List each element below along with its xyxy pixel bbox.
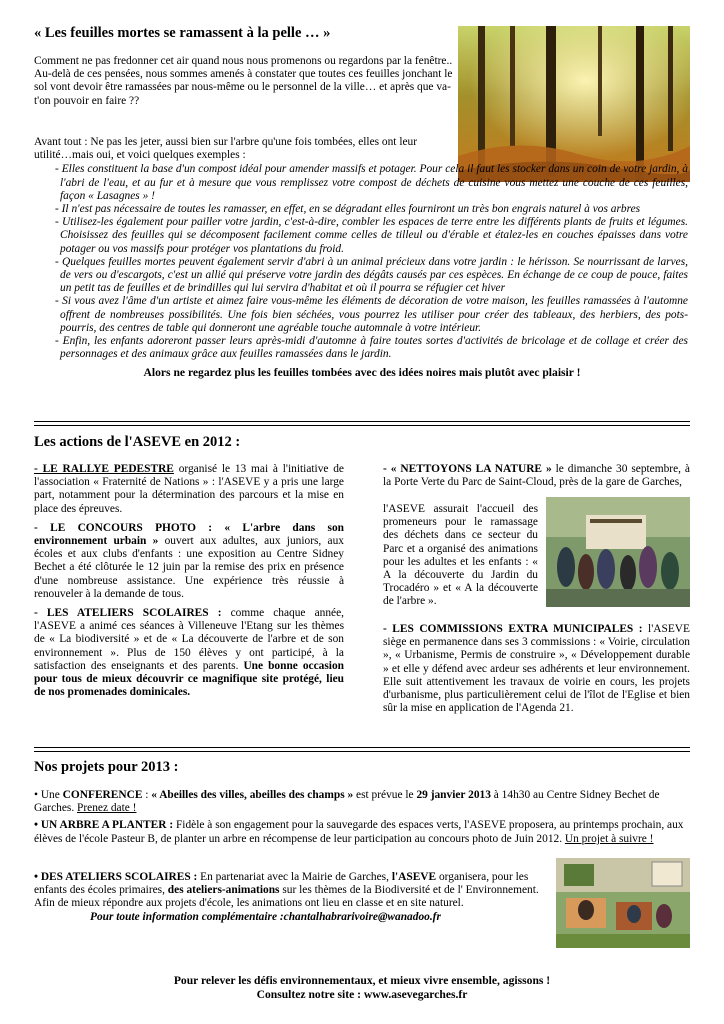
intro-paragraph-3: Avant tout : Ne pas les jeter, aussi bien sur l'arbre qu'une fois tombées, elles ont leur utilité…mais oui, et voici quelques exemples : — [34, 136, 418, 162]
divider — [34, 747, 690, 752]
conference-label: CONFERENCE — [62, 789, 143, 801]
prenez-date-link: Prenez date ! — [77, 802, 137, 815]
commissions-paragraph — [383, 623, 690, 715]
ateliers-2013-paragraph — [34, 871, 546, 897]
ateliers-title: - LES ATELIERS SCOLAIRES : — [34, 607, 222, 620]
ateliers-2013-block — [34, 871, 546, 924]
conference-date: 29 janvier 2013 — [416, 789, 491, 801]
intro-paragraph-2: Au-delà de ces pensées, nous sommes amenés à constater que toutes ces feuilles jonchant le sol vont devoir être ramassées par nous-même ou le personnel de la ville… et après que va-t'on pouvoir en faire ?? — [34, 68, 453, 107]
nettoyons-intro — [383, 463, 690, 489]
projets-title: Nos projets pour 2013 : — [34, 759, 179, 775]
commissions-block — [383, 623, 690, 715]
section-feuilles — [34, 25, 454, 42]
arbre-title: • UN ARBRE A PLANTER : — [34, 819, 174, 832]
actions-right-column — [383, 463, 690, 489]
actions-left-column — [34, 463, 344, 699]
nettoyons-text: le dimanche 30 septembre, à la Porte Verte du Parc de Saint-Cloud, près de la gare de Garches, — [383, 463, 690, 489]
concours-paragraph — [34, 522, 344, 601]
footer-line-2: Consultez notre site : www.asevegarches.fr — [256, 988, 468, 1001]
ateliers-2013-title: • DES ATELIERS SCOLAIRES : — [34, 871, 198, 883]
divider — [34, 421, 690, 426]
rallye-paragraph — [34, 463, 344, 516]
conference-text-2: à 14h30 au Centre Sidney Bechet de Garches. — [34, 789, 660, 815]
conclusion: Alors ne regardez plus les feuilles tombées avec des idées noires mais plutôt avec plaisir ! — [143, 366, 581, 380]
ateliers-text: comme chaque année, l'ASEVE a animé ces séances à Villeneuve l'Etang sur les thèmes de « La biodiversité » et de « La découverte de l'arbre et de son environnement ». Plus de 150 élèves y ont participé, à la satisfaction des enseignants et des parents. — [34, 607, 344, 672]
nettoyons-text-2: l'ASEVE assurait l'accueil des promeneurs pour le ramassage des déchets dans ce secteur du Parc et a organisé des animations pour les adultes et les enfants : « A la découverte du Jardin du Trocadéro » et « A la découverte de l'arbre ». — [383, 503, 538, 608]
commissions-title: - LES COMMISSIONS EXTRA MUNICIPALES : — [383, 623, 643, 635]
concours-text: ouvert aux adultes, aux juniors, aux écoles et aux clubs d'enfants : une exposition au Centre Sidney Bechet a été clôturée le 12 juin par la remise des prix en présence d'une nombreuse assistance. Une expérience très réussie à renouveler à la demande de tous. — [34, 535, 344, 600]
conference-text: est prévue le — [353, 789, 417, 801]
crowd-photo — [546, 497, 690, 607]
conference-title: « Abeilles des villes, abeilles des champs » — [151, 789, 354, 801]
footer — [34, 974, 690, 1002]
arbre-paragraph — [34, 819, 690, 845]
list-item: - Si vous avez l'âme d'un artiste et aimez faire vous-même les éléments de décoration de votre maison, les feuilles ramassées à l'automne offrent de nombreuses possibilités. Une fois bien séchées, vous pourrez les utiliser pour créer des tableaux, des herbiers, des pots-pourris, des centres de table qui donneront une agréable touche automnale à votre intérieur. — [55, 295, 688, 334]
list-item: - Quelques feuilles mortes peuvent également servir d'abri à un animal précieux dans votre jardin : le hérisson. Se nourrissant de larves, de vers ou d'escargots, c'est un allié qui préserve votre jardin des dégâts causés par ces espèces. En échange de ce coup de pouce, faites un petit tas de feuilles et de brindilles qui lui servira d'habitat et où il pourra se réfugier cet hiver — [55, 255, 688, 295]
intro-paragraph-1: Comment ne pas fredonner cet air quand nous nous promenons ou regardons par la fenêtre.. — [34, 55, 453, 67]
actions-title: Les actions de l'ASEVE en 2012 : — [34, 434, 241, 450]
nettoyons-body — [383, 503, 538, 609]
ateliers-2013-aseve: l'ASEVE — [391, 871, 437, 883]
conference-paragraph — [34, 789, 690, 815]
section-title: « Les feuilles mortes se ramassent à la pelle … » — [34, 25, 331, 41]
separator-text: : — [142, 789, 152, 801]
ateliers-2013-text: En partenariat avec la Mairie de Garches, — [197, 871, 392, 883]
rallye-title: - LE RALLYE PEDESTRE — [34, 463, 174, 475]
projet-suivre-link: Un projet à suivre ! — [564, 832, 654, 845]
concours-title: - LE CONCOURS PHOTO : « L'arbre dans son environnement urbain » — [34, 521, 344, 548]
projets-block — [34, 789, 690, 850]
classroom-photo — [556, 858, 690, 948]
ateliers-paragraph — [34, 607, 344, 699]
list-item: - Enfin, les enfants adoreront passer leurs après-midi d'automne à faire toutes sortes d'activités de bricolage et de collage et créer des personnages et des animaux grâce aux feuilles ramassées dans le jardin. — [55, 335, 688, 361]
nettoyons-title: - « NETTOYONS LA NATURE » — [383, 463, 552, 475]
list-item: - Elles constituent la base d'un compost idéal pour amender massifs et potager. Pour cela il faut les stocker dans un coin de votre jardin, à l'abri de l'eau, et au fur et à mesure que vous remplissez votre compost de déchets de cuisine vous mettez une couche de ces feuilles, façon « Lasagnes » ! — [55, 163, 688, 202]
arbre-text: Fidèle à son engagement pour la sauvegarde des espaces verts, l'ASEVE proposera, au printemps prochain, aux élèves de l'école Pasteur B, de planter un arbre en récompense de leur participation au concours photo de Juin 2012. — [34, 819, 684, 845]
ateliers-2013-text-2: organisera, pour les enfants des écoles primaires, — [34, 871, 529, 897]
uses-block — [34, 136, 690, 380]
list-item: - Utilisez-les également pour pailler votre jardin, c'est-à-dire, combler les espaces de terre entre les différents plants de fruits et légumes. Choisissez des feuilles qui se décomposent facilement comme celles de tilleul ou d'érable et étalez-les en couches épaisses dans votre potager ou vos massifs pour protéger vos plantations du froid. — [55, 216, 688, 255]
list-item: - Il n'est pas nécessaire de toutes les ramasser, en effet, en se dégradant elles fourniront un très bon engrais naturel à vos arbres — [55, 203, 641, 216]
bullet-text: • Une — [34, 789, 63, 801]
contact-line: Pour toute information complémentaire :chantalhabrarivoire@wanadoo.fr — [90, 910, 441, 923]
uses-list — [34, 163, 688, 361]
intro-block — [34, 55, 454, 108]
ateliers-bold: Une bonne occasion pour tous de mieux découvrir ce magnifique site protégé, lieu de nos promenades dominicales. — [34, 659, 344, 699]
ateliers-2013-bold: des ateliers-animations — [167, 884, 280, 897]
ateliers-2013-text-3: sur les thèmes de la Biodiversité et de l' Environnement. — [279, 884, 539, 897]
footer-line-1: Pour relever les défis environnementaux, et mieux vivre ensemble, agissons ! — [173, 974, 551, 987]
rallye-text: organisé le 13 mai à l'initiative de l'association « Fraternité de Nations » : l'ASEVE y a pris une large part, notamment pour la détermination des parcours et la mise en place des épreuves. — [34, 463, 344, 515]
ateliers-2013-note: Afin de mieux répondre aux projets d'école, les animations ont lieu en classe et en site naturel. — [34, 897, 464, 910]
commissions-text: l'ASEVE siège en permanence dans ses 3 commissions : « Voirie, circulation », « Urbanisme, Permis de construire », « Développement durable » et elle y défend avec ardeur ses adhérents et leur environnement. Elle suit attentivement les travaux de voirie en cours, les projets d'urbanisme, plus particulièrement celui de l'îlot de l'Eglise et bien sûr la mise en application de l'Agenda 21. — [383, 623, 690, 715]
